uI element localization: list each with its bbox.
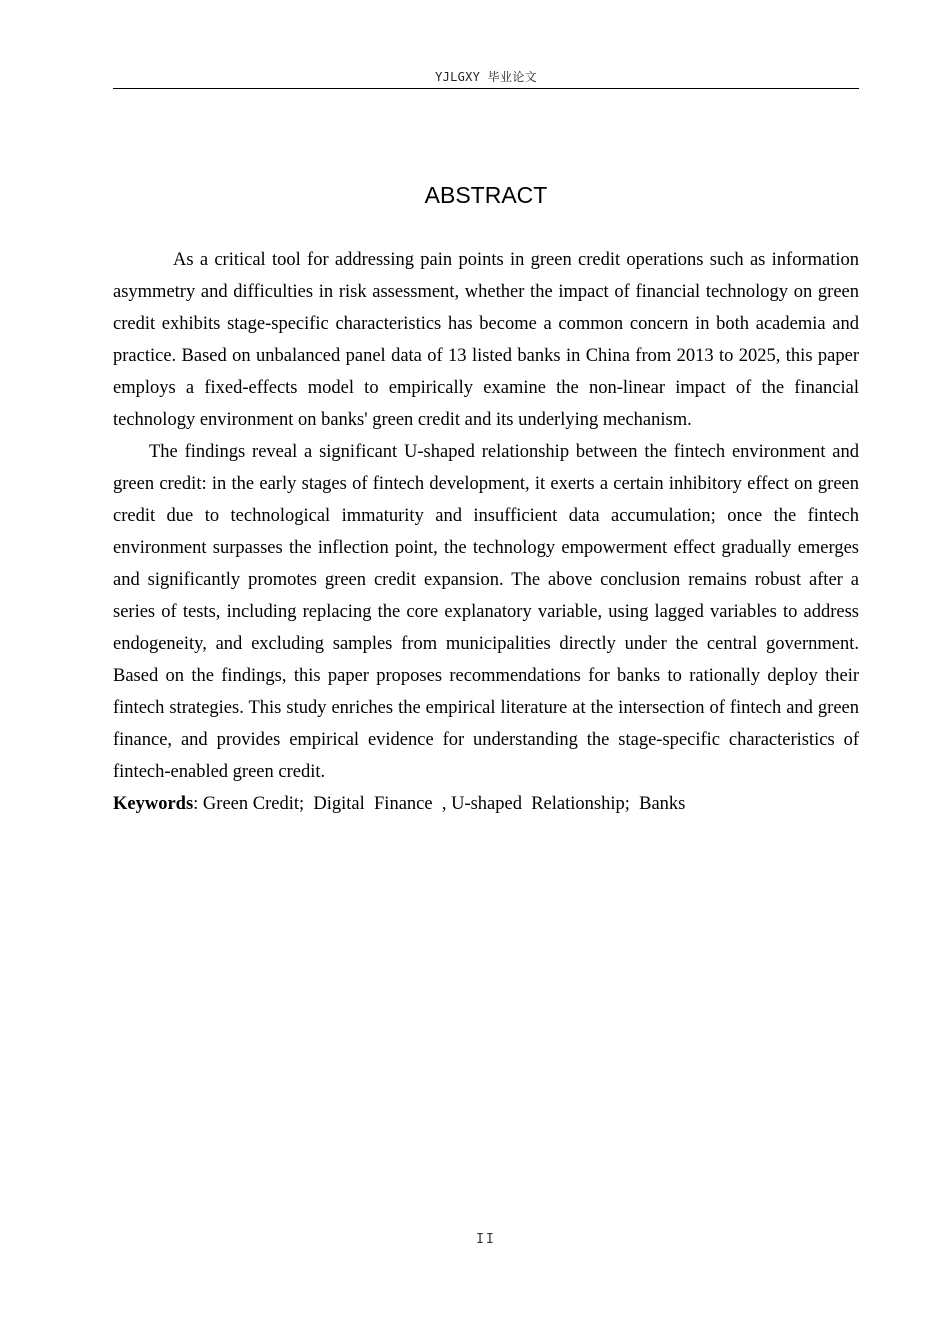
keywords-text: : Green Credit; Digital Finance , U-shaped Relationship; Banks: [193, 794, 686, 814]
page-number: II: [476, 1232, 496, 1247]
header-text: YJLGXY 毕业论文: [435, 70, 537, 84]
abstract-paragraph-1: As a critical tool for addressing pain points in green credit operations such as information asymmetry and difficulties in risk assessment, whether the impact of financial technology on green credit exhibits stage-specific characteristics has become a common concern in both academia and practice. Based on unbalanced panel data of 13 listed banks in China from 2013 to 2025, this paper employs a fixed-effects model to empirically examine the non-linear impact of the financial technology environment on banks' green credit and its underlying mechanism.: [113, 250, 859, 430]
abstract-body: [113, 244, 859, 820]
keywords-label: Keywords: [113, 794, 194, 814]
abstract-paragraph-2: The findings reveal a significant U-shaped relationship between the fintech environment and green credit: in the early stages of fintech development, it exerts a certain inhibitory effect on green credit due to technological immaturity and insufficient data accumulation; once the fintech environment surpasses the inflection point, the technology empowerment effect gradually emerges and significantly promotes green credit expansion. The above conclusion remains robust after a series of tests, including replacing the core explanatory variable, using lagged variables to address endogeneity, and excluding samples from municipalities directly under the central government. Based on the findings, this paper proposes recommendations for banks to rationally deploy their fintech strategies. This study enriches the empirical literature at the intersection of fintech and green finance, and provides empirical evidence for understanding the stage-specific characteristics of fintech-enabled green credit.: [113, 442, 859, 782]
abstract-title: ABSTRACT: [424, 182, 548, 208]
page-header: [113, 68, 859, 89]
keywords-line: [113, 788, 859, 820]
